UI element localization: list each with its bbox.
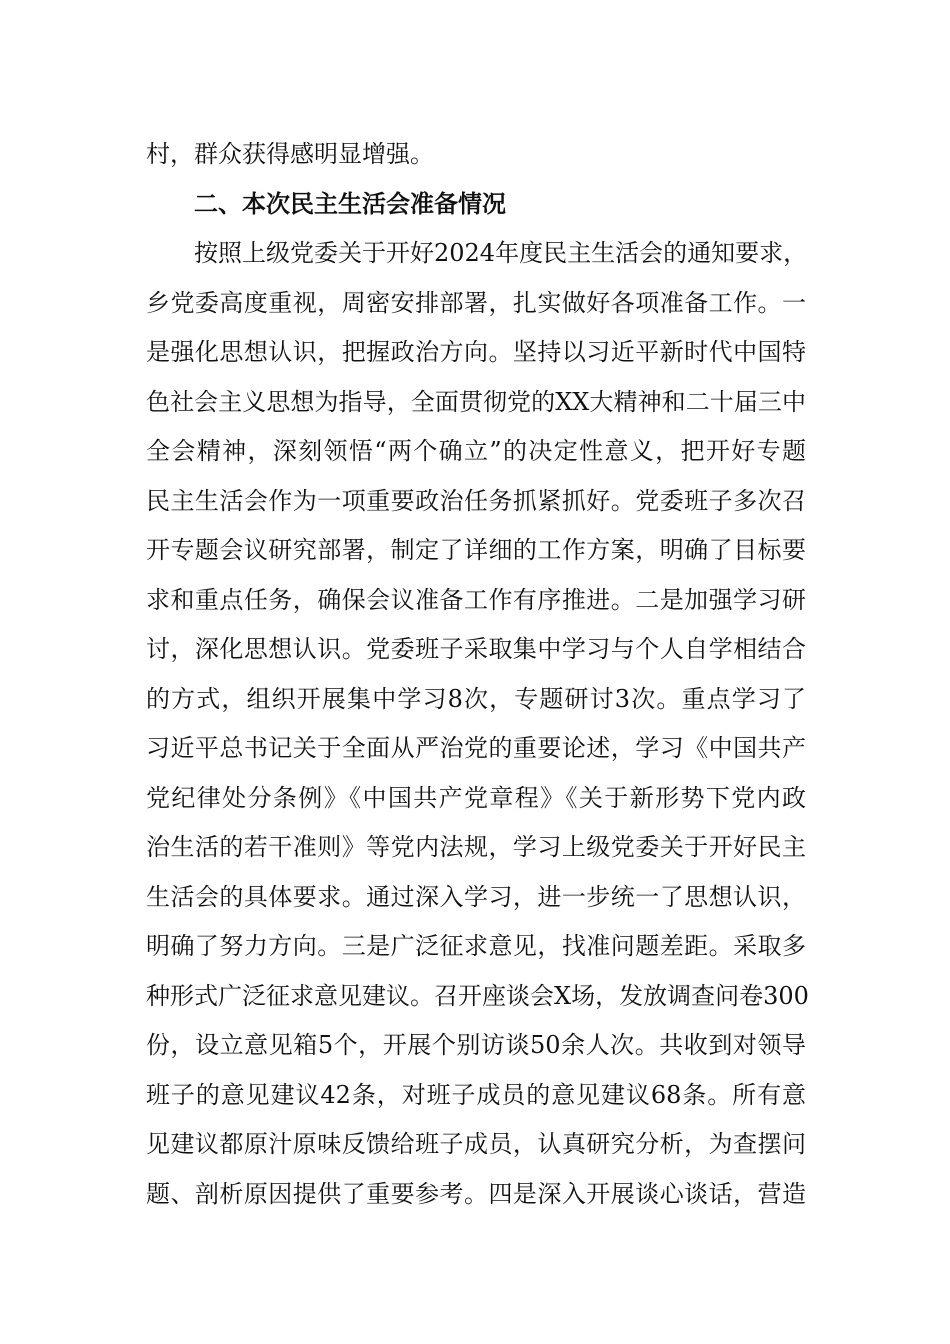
text-line: 乡党委高度重视，周密安排部署，扎实做好各项准备工作。一: [146, 288, 806, 317]
text-line: 班子的意见建议42条，对班子成员的意见建议68条。所有意: [146, 1080, 806, 1109]
text-line: 明确了努力方向。三是广泛征求意见，找准问题差距。采取多: [146, 932, 806, 960]
text-line: 题、剖析原因提供了重要参考。四是深入开展谈心谈话，营造: [146, 1179, 806, 1208]
text-line: 见建议都原汁原味反馈给班子成员，认真研究分析，为查摆问: [146, 1130, 806, 1158]
text-line: 村，群众获得感明显增强。: [146, 140, 434, 168]
text-line: 的方式，组织开展集中学习8次，专题研讨3次。重点学习了: [146, 684, 806, 713]
body-text: [146, 130, 809, 1219]
text-line: 治生活的若干准则》等党内法规，学习上级党委关于开好民主: [146, 833, 806, 861]
text-line: 种形式广泛征求意见建议。召开座谈会X场，发放调查问卷300: [146, 981, 809, 1010]
text-line: 民主生活会作为一项重要政治任务抓紧抓好。党委班子多次召: [146, 486, 806, 515]
text-line: 生活会的具体要求。通过深入学习，进一步统一了思想认识，: [146, 882, 806, 911]
text-line: 全会精神，深刻领悟“两个确立”的决定性意义，把开好专题: [146, 437, 806, 465]
text-line: 求和重点任务，确保会议准备工作有序推进。二是加强学习研: [146, 585, 806, 614]
section-heading: 二、本次民主生活会准备情况: [194, 189, 506, 218]
text-line: 按照上级党委关于开好2024年度民主生活会的通知要求，: [194, 239, 808, 267]
text-line: 色社会主义思想为指导，全面贯彻党的XX大精神和二十届三中: [146, 387, 806, 416]
text-line: 讨，深化思想认识。党委班子采取集中学习与个人自学相结合: [146, 635, 806, 663]
text-line: 党纪律处分条例》《中国共产党章程》《关于新形势下党内政: [146, 783, 806, 812]
text-line: 习近平总书记关于全面从严治党的重要论述，学习《中国共产: [146, 734, 806, 762]
text-line: 是强化思想认识，把握政治方向。坚持以习近平新时代中国特: [146, 338, 806, 366]
text-line: 开专题会议研究部署，制定了详细的工作方案，明确了目标要: [146, 536, 806, 564]
text-line: 份，设立意见箱5个，开展个别访谈50余人次。共收到对领导: [146, 1031, 806, 1059]
